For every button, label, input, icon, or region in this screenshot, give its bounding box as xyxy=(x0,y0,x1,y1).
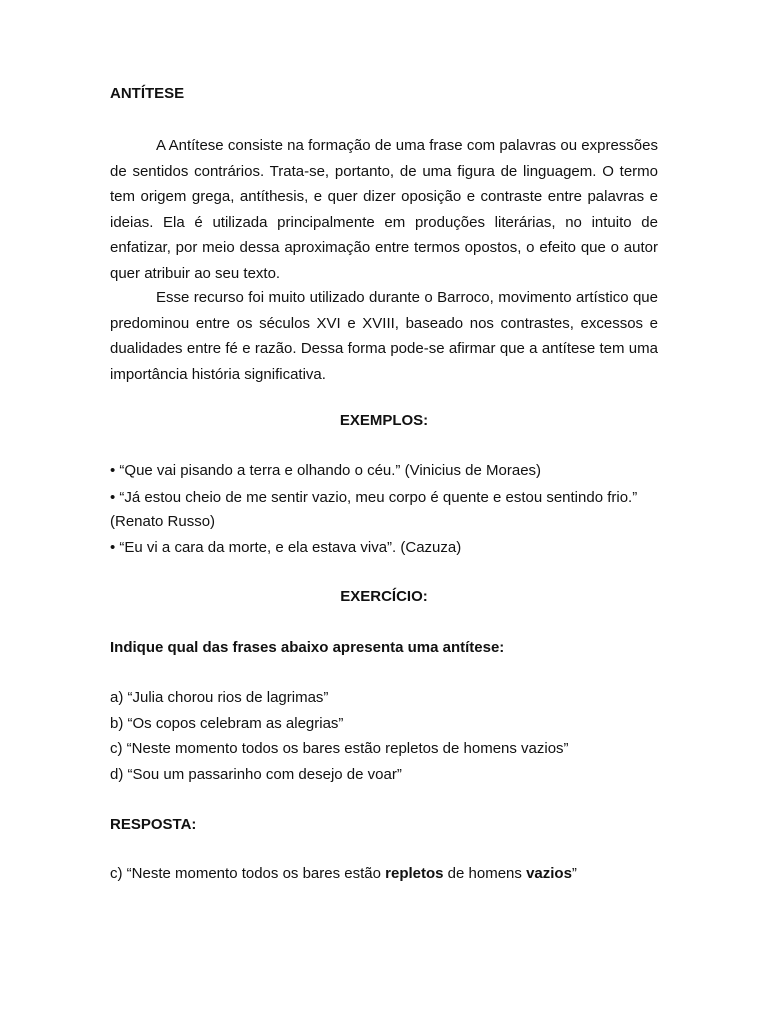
answer-middle: de homens xyxy=(443,865,527,882)
paragraph-history: Esse recurso foi muito utilizado durante o Barroco, movimento artístico que predominou entre os séculos XVI e XVIII, baseado nos contrastes, excessos e dualidades entre fé e razão. Dessa forma pode-se afirmar que a antítese tem uma importância história significativa. xyxy=(110,289,658,383)
option-a: a) “Julia chorou rios de lagrimas” xyxy=(110,689,329,706)
example-item: • “Que vai pisando a terra e olhando o céu.” (Vinicius de Moraes) xyxy=(110,462,542,479)
option-b: b) “Os copos celebram as alegrias” xyxy=(110,715,344,732)
exercise-heading: EXERCÍCIO: xyxy=(340,588,428,605)
answer-text xyxy=(110,864,670,884)
option-c: c) “Neste momento todos os bares estão repletos de homens vazios” xyxy=(110,740,569,757)
document-title: ANTÍTESE xyxy=(110,85,185,102)
example-item-continuation: (Renato Russo) xyxy=(110,513,216,530)
exercise-question: Indique qual das frases abaixo apresenta uma antítese: xyxy=(110,639,505,656)
example-item: • “Já estou cheio de me sentir vazio, meu corpo é quente e estou sentindo frio.” xyxy=(110,489,638,506)
paragraph-definition: A Antítese consiste na formação de uma frase com palavras ou expressões de sentidos contrários. Trata-se, portanto, de uma figura de linguagem. O termo tem origem grega, antíthesis, e quer dizer oposição e contraste entre palavras e ideias. Ela é utilizada principalmente em produções literárias, no intuito de enfatizar, por meio dessa aproximação entre termos opostos, o efeito que o autor quer atribuir ao seu texto. xyxy=(110,137,658,282)
examples-heading: EXEMPLOS: xyxy=(339,412,429,429)
answer-heading: RESPOSTA: xyxy=(110,816,197,833)
answer-emphasis-repletos: repletos xyxy=(385,865,444,882)
answer-emphasis-vazios: vazios xyxy=(526,865,572,882)
option-d: d) “Sou um passarinho com desejo de voar” xyxy=(110,766,402,783)
example-item: • “Eu vi a cara da morte, e ela estava viva”. (Cazuza) xyxy=(110,539,462,556)
answer-prefix: c) “Neste momento todos os bares estão xyxy=(110,865,386,882)
answer-suffix: ” xyxy=(571,865,577,882)
